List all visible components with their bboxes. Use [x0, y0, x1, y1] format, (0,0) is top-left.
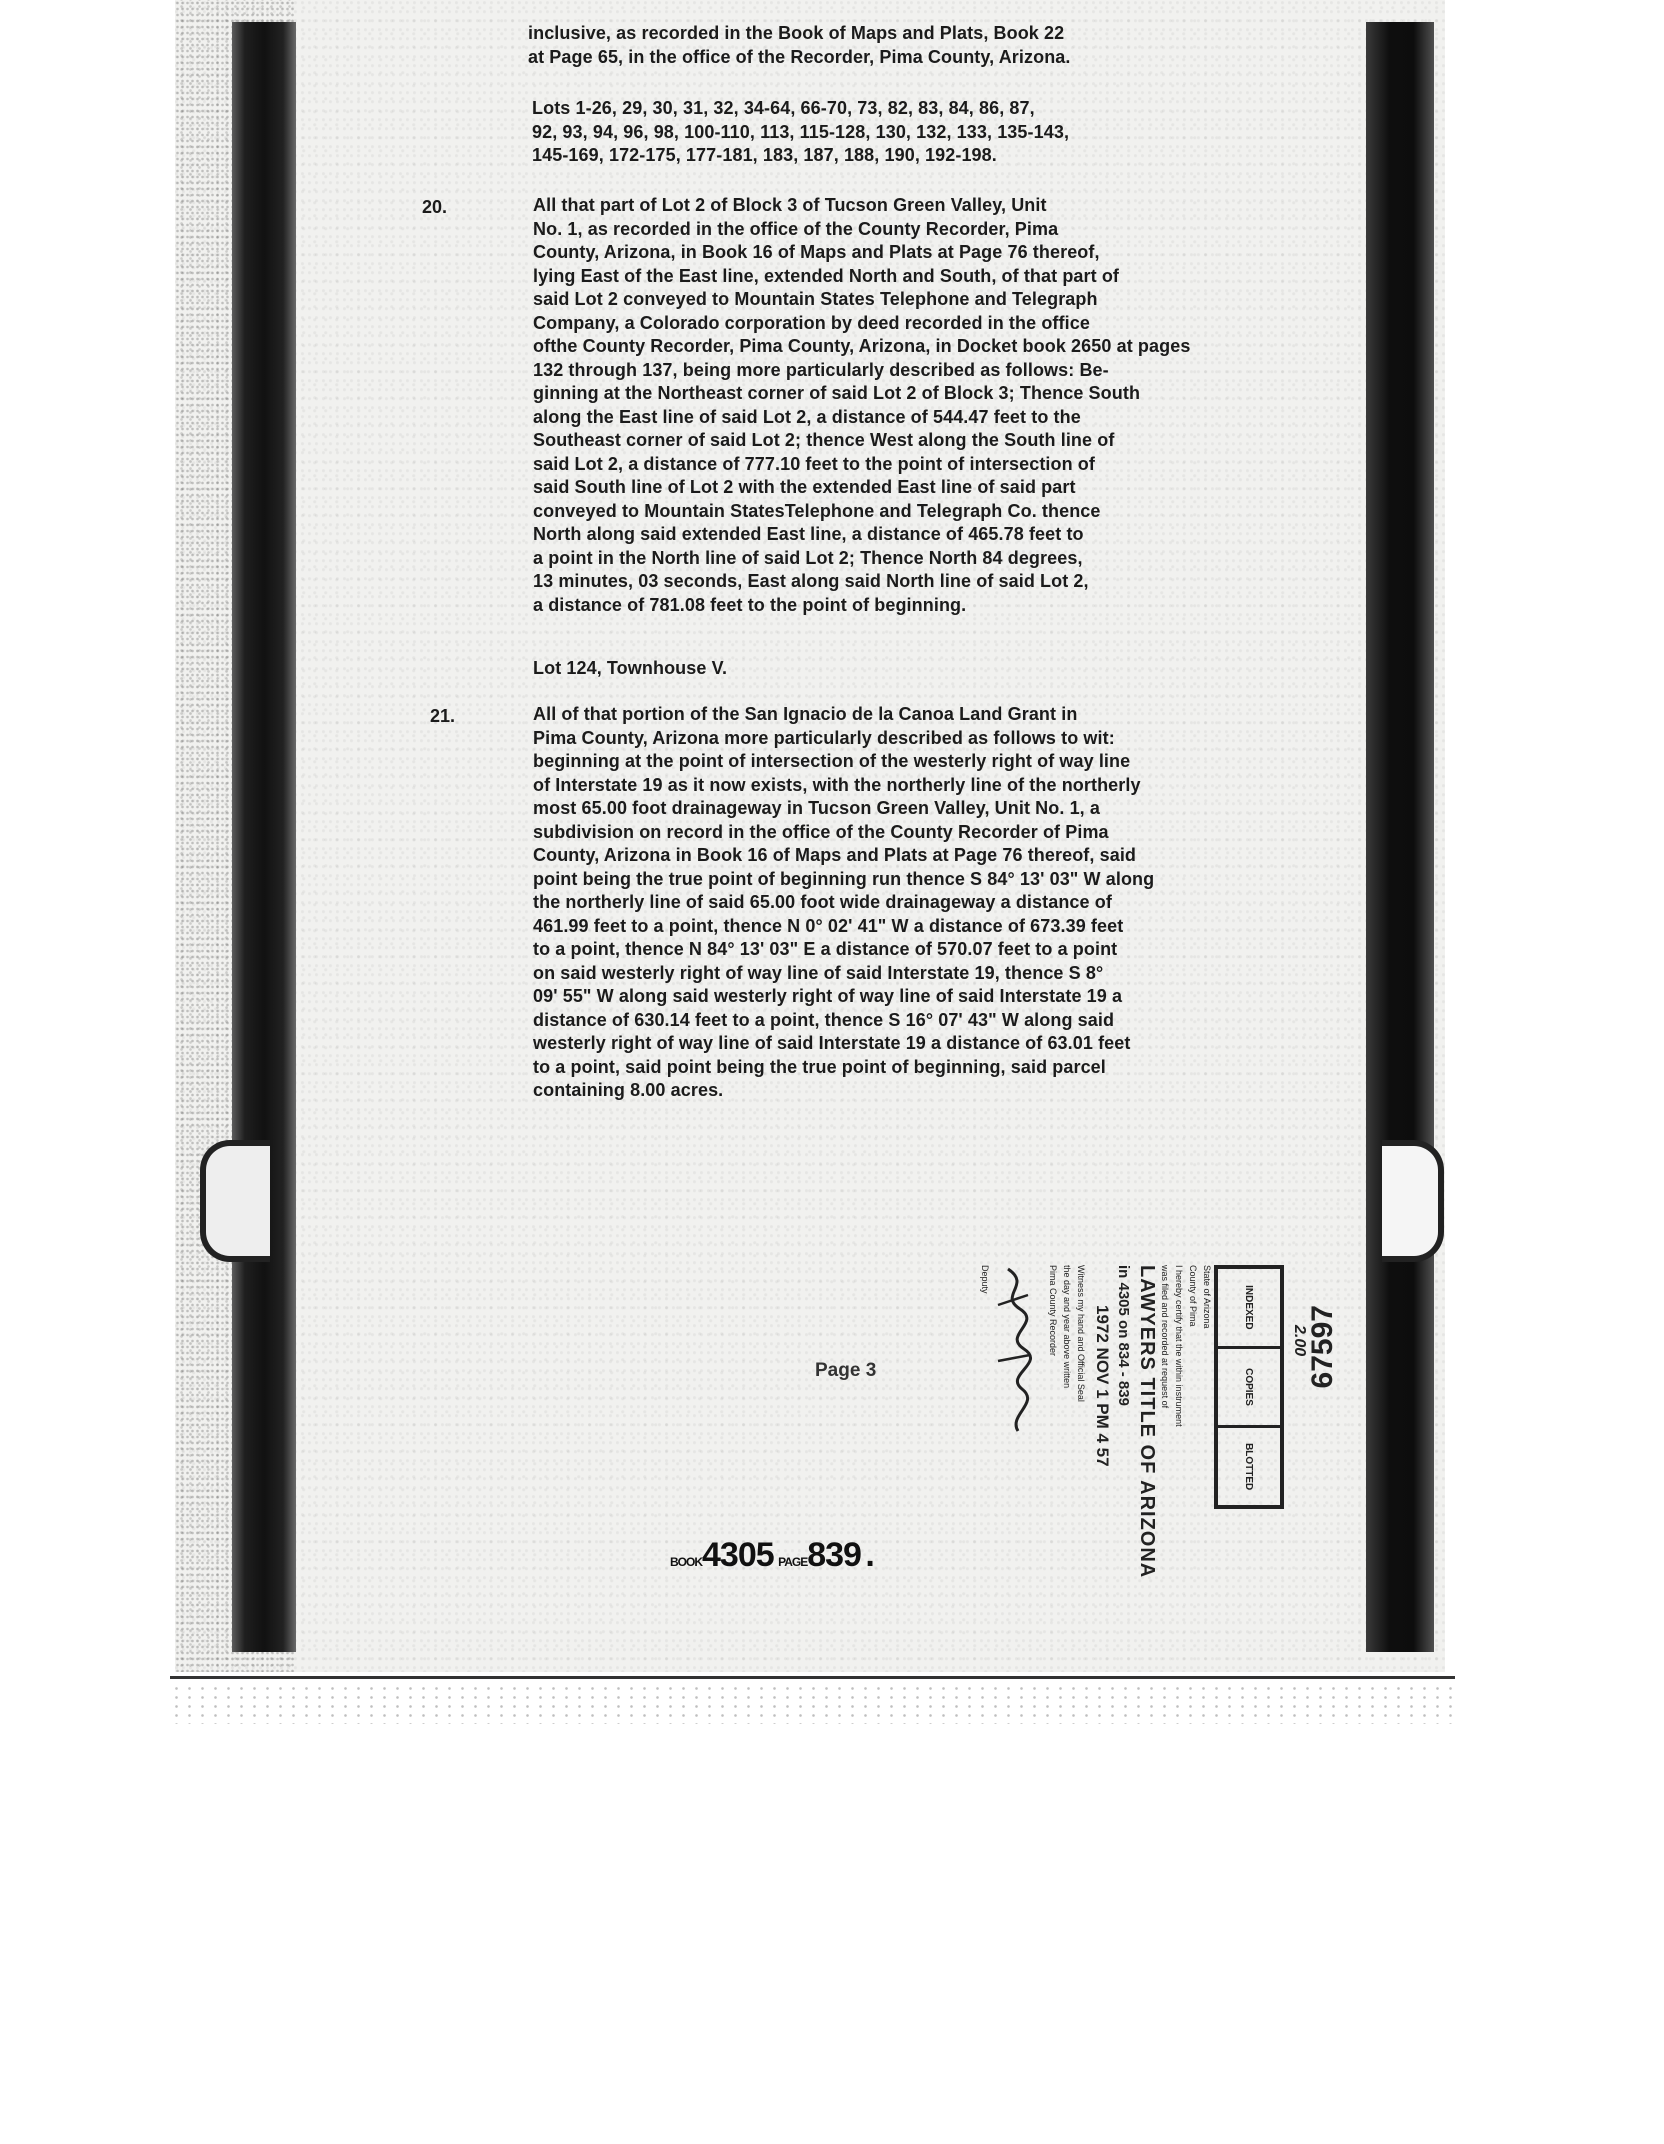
text-line: said South line of Lot 2 with the extended East line of said part: [533, 477, 1076, 497]
text-line: 13 minutes, 03 seconds, East along said North line of said Lot 2,: [533, 571, 1089, 591]
left-binder-clip: [200, 1140, 270, 1262]
text-line: on said westerly right of way line of said Interstate 19, thence S 8°: [533, 962, 1104, 983]
text-line: Southeast corner of said Lot 2; thence West along the South line of: [533, 430, 1115, 450]
text-line: subdivision on record in the office of the County Recorder of Pima: [533, 821, 1109, 842]
text-line: County, Arizona in Book 16 of Maps and Plats at Page 76 thereof, said: [533, 845, 1137, 865]
text-line: North along said extended East line, a distance of 465.78 feet to: [533, 524, 1084, 544]
text-line: All of that portion of the San Ignacio de la Canoa Land Grant in: [533, 704, 1078, 724]
text-line: No. 1, as recorded in the office of the County Recorder, Pima: [533, 218, 1059, 239]
text-line: distance of 630.14 feet to a point, thence S 16° 07' 43" W along said: [533, 1009, 1115, 1030]
text-line: Pima County, Arizona more particularly described as follows to wit:: [533, 727, 1115, 748]
text-line: 92, 93, 94, 96, 98, 100-110, 113, 115-128, 130, 132, 133, 135-143,: [532, 121, 1070, 142]
company-name: LAWYERS TITLE OF ARIZONA: [1136, 1265, 1158, 1579]
text-line: ofthe County Recorder, Pima County, Arizona, in Docket book 2650 at pages: [533, 336, 1191, 356]
index-box: [1214, 1265, 1284, 1509]
text-line: westerly right of way line of said Interstate 19 a distance of 63.01 feet: [533, 1033, 1131, 1053]
item-21-description: [533, 703, 1154, 1103]
text-line: beginning at the point of intersection of the westerly right of way line: [533, 751, 1131, 771]
page-number: 839: [807, 1536, 861, 1574]
book-prefix: BOOK: [670, 1555, 702, 1569]
county-line: County of Pima: [1188, 1265, 1198, 1327]
text-line: ginning at the Northeast corner of said Lot 2 of Block 3; Thence South: [533, 383, 1141, 403]
left-margin-bar: [232, 22, 296, 1652]
lots-list: [532, 97, 1069, 168]
certify-line: I hereby certify that the within instrument: [1174, 1265, 1184, 1427]
recorder-stamp: [950, 1265, 1339, 1685]
state-line: State of Arizona: [1202, 1265, 1212, 1329]
text-line: conveyed to Mountain StatesTelephone and Telegraph Co. thence: [533, 500, 1101, 521]
text-line: inclusive, as recorded in the Book of Maps and Plats, Book 22: [528, 23, 1065, 43]
text-line: said Lot 2, a distance of 777.10 feet to the point of intersection of: [533, 453, 1095, 474]
deputy-line: Deputy: [980, 1265, 990, 1294]
book-page-stamp: BOOK4305 PAGE839 .: [670, 1536, 874, 1574]
text-line: most 65.00 foot drainageway in Tucson Green Valley, Unit No. 1, a: [533, 798, 1100, 818]
text-line: said Lot 2 conveyed to Mountain States Telephone and Telegraph: [533, 289, 1098, 309]
text-line: All that part of Lot 2 of Block 3 of Tucson Green Valley, Unit: [533, 195, 1047, 215]
text-line: County, Arizona, in Book 16 of Maps and Plats at Page 76 thereof,: [533, 242, 1100, 262]
copies-cell: COPIES: [1218, 1349, 1280, 1429]
lot-124-line: Lot 124, Townhouse V.: [533, 658, 728, 678]
text-line: 145-169, 172-175, 177-181, 183, 187, 188, 190, 192-198.: [532, 145, 997, 165]
book-number: 4305: [702, 1536, 774, 1574]
item-number-21: 21.: [430, 706, 456, 726]
record-date: 1972 NOV 1 PM 4 57: [1093, 1305, 1112, 1467]
text-line: 132 through 137, being more particularly described as follows: Be-: [533, 359, 1109, 380]
text-line: along the East line of said Lot 2, a distance of 544.47 feet to the: [533, 406, 1081, 427]
text-line: lying East of the East line, extended North and South, of that part of: [533, 265, 1120, 286]
page-prefix: PAGE: [778, 1555, 808, 1569]
blotted-cell: BLOTTED: [1243, 1443, 1255, 1491]
text-line: 09' 55" W along said westerly right of way line of said Interstate 19 a: [533, 986, 1123, 1006]
date-written-line: the day and year above written: [1062, 1265, 1072, 1389]
text-line: 461.99 feet to a point, thence N 0° 02' 41" W a distance of 673.39 feet: [533, 915, 1124, 936]
item-number-20: 20.: [422, 197, 448, 217]
docket-line: in 4305 on 834 - 839: [1115, 1265, 1132, 1406]
fee: 2.00: [1291, 1325, 1308, 1357]
text-line: the northerly line of said 65.00 foot wide drainageway a distance of: [533, 892, 1112, 912]
text-line: a distance of 781.08 feet to the point of beginning.: [533, 594, 967, 615]
recorder-line: Pima County Recorder: [1048, 1265, 1058, 1357]
text-line: a point in the North line of said Lot 2; Thence North 84 degrees,: [533, 547, 1083, 568]
text-line: to a point, thence N 84° 13' 03" E a distance of 570.07 feet to a point: [533, 939, 1118, 959]
top-paragraph: [528, 22, 1071, 69]
text-line: Lots 1-26, 29, 30, 31, 32, 34-64, 66-70, 73, 82, 83, 84, 86, 87,: [532, 98, 1035, 118]
filed-line: was filed and recorded at request of: [1160, 1265, 1170, 1409]
right-binder-clip: [1382, 1140, 1444, 1262]
text-line: Company, a Colorado corporation by deed recorded in the office: [533, 312, 1090, 333]
text-line: to a point, said point being the true point of beginning, said parcel: [533, 1056, 1106, 1077]
recorder-stamp-rotated: [950, 1265, 1339, 1685]
text-line: at Page 65, in the office of the Recorder, Pima County, Arizona.: [528, 46, 1071, 67]
text-line: of Interstate 19 as it now exists, with the northerly line of the northerly: [533, 774, 1141, 795]
indexed-cell: INDEXED: [1218, 1269, 1280, 1349]
item-20-description: [533, 194, 1190, 617]
page-label: Page 3: [815, 1360, 877, 1381]
text-line: containing 8.00 acres.: [533, 1080, 724, 1100]
right-margin-bar: [1366, 22, 1434, 1652]
witness-line: Witness my hand and Official Seal: [1076, 1265, 1086, 1402]
scan-noise-bottom: [170, 1684, 1455, 1724]
recorder-signature: [994, 1265, 1038, 1435]
docket-number: 67597: [1306, 1305, 1339, 1389]
text-line: point being the true point of beginning run thence S 84° 13' 03" W along: [533, 868, 1155, 889]
